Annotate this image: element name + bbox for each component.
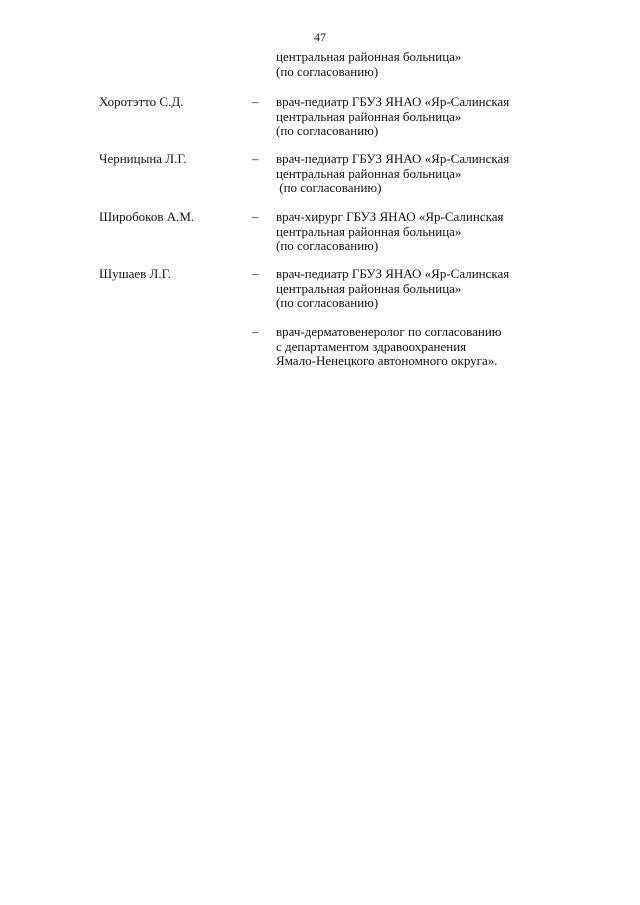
description-line: врач-педиатр ГБУЗ ЯНАО «Яр-Салинская — [276, 94, 510, 109]
person-name: Черницына Л.Г. — [99, 151, 187, 166]
dash-separator: – — [252, 209, 259, 224]
dash-separator: – — [252, 324, 259, 339]
position-description — [276, 325, 502, 369]
description-line: Ямало-Ненецкого автономного округа». — [276, 353, 498, 368]
person-name: Шушаев Л.Г. — [99, 266, 171, 281]
position-description — [276, 152, 509, 196]
continuation-text — [276, 50, 461, 79]
dash-separator: – — [252, 151, 259, 166]
position-description — [276, 267, 509, 311]
dash-separator: – — [252, 94, 259, 109]
description-line: (по согласованию) — [276, 180, 382, 195]
person-name: Широбоков А.М. — [99, 209, 195, 224]
continuation-line: центральная районная больница» — [276, 49, 462, 64]
description-line: врач-педиатр ГБУЗ ЯНАО «Яр-Салинская — [276, 266, 510, 281]
description-line: (по согласованию) — [276, 123, 379, 138]
description-line: центральная районная больница» — [276, 223, 462, 239]
dash-separator: – — [252, 266, 259, 281]
page-number: 47 — [314, 30, 326, 44]
description-line: врач-дерматовенеролог по согласованию — [276, 324, 502, 339]
description-line: с департаментом здравоохранения — [276, 338, 467, 354]
position-description — [276, 210, 503, 254]
description-line: центральная районная больница» — [276, 280, 462, 296]
description-line: врач-хирург ГБУЗ ЯНАО «Яр-Салинская — [276, 209, 504, 224]
person-name: Хоротэтто С.Д. — [99, 94, 184, 109]
description-line: (по согласованию) — [276, 295, 379, 310]
continuation-line: (по согласованию) — [276, 63, 379, 79]
description-line: (по согласованию) — [276, 238, 379, 253]
description-line: центральная районная больница» — [276, 108, 462, 124]
position-description — [276, 95, 509, 139]
description-line: центральная районная больница» — [276, 165, 462, 181]
description-line: врач-педиатр ГБУЗ ЯНАО «Яр-Салинская — [276, 151, 510, 166]
